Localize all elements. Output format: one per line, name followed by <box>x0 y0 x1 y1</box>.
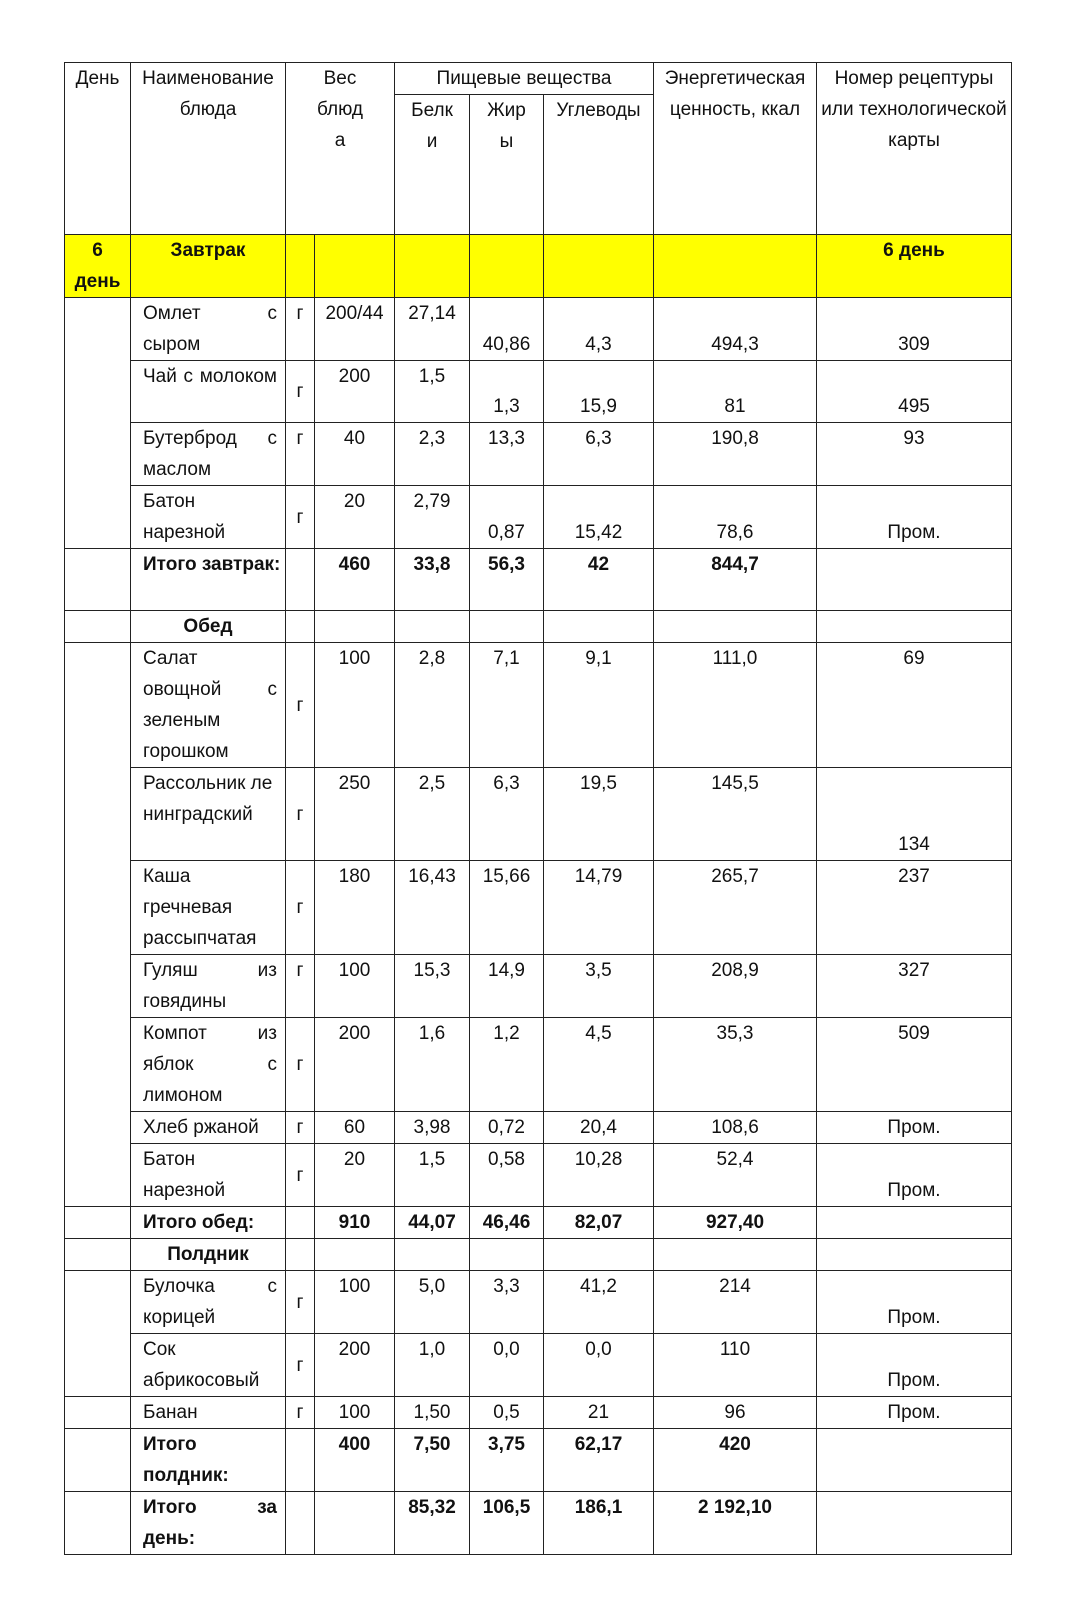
carbs: 6,3 <box>544 423 654 486</box>
snack-title: Полдник <box>131 1239 286 1271</box>
protein: 1,6 <box>395 1018 470 1112</box>
recipe: Пром. <box>817 486 1012 549</box>
kcal: 111,0 <box>654 643 817 768</box>
lunch-title-row <box>65 611 1012 643</box>
carbs: 20,4 <box>544 1112 654 1144</box>
kcal: 214 <box>654 1271 817 1334</box>
total-carbs: 82,07 <box>544 1207 654 1239</box>
kcal: 208,9 <box>654 955 817 1018</box>
protein: 27,14 <box>395 298 470 361</box>
recipe: 327 <box>817 955 1012 1018</box>
weight: 20 <box>315 486 395 549</box>
protein: 2,79 <box>395 486 470 549</box>
carbs: 15,42 <box>544 486 654 549</box>
total-fat: 56,3 <box>470 549 544 611</box>
total-fat: 46,46 <box>470 1207 544 1239</box>
dish-name: Омлет с сыром <box>131 298 286 361</box>
weight: 200 <box>315 1018 395 1112</box>
table-row <box>65 361 1012 423</box>
weight: 100 <box>315 1397 395 1429</box>
table-row <box>65 861 1012 955</box>
dish-name: Салат овощной с зеленым горошком <box>131 643 286 768</box>
dish-name: Компот из яблок с лимоном <box>131 1018 286 1112</box>
fat: 3,3 <box>470 1271 544 1334</box>
total-weight: 400 <box>315 1429 395 1492</box>
protein: 1,0 <box>395 1334 470 1397</box>
recipe: Пром. <box>817 1397 1012 1429</box>
fat: 13,3 <box>470 423 544 486</box>
unit: г <box>286 423 315 486</box>
table-row <box>65 768 1012 861</box>
recipe: 69 <box>817 643 1012 768</box>
dish-name: Гуляш из говядины <box>131 955 286 1018</box>
carbs: 4,5 <box>544 1018 654 1112</box>
header-weight: Вес блюда <box>286 63 395 235</box>
recipe: 509 <box>817 1018 1012 1112</box>
table-row <box>65 486 1012 549</box>
total-protein: 44,07 <box>395 1207 470 1239</box>
snack-title-row <box>65 1239 1012 1271</box>
unit: г <box>286 486 315 549</box>
kcal: 145,5 <box>654 768 817 861</box>
recipe: 93 <box>817 423 1012 486</box>
total-protein: 33,8 <box>395 549 470 611</box>
day-total-row <box>65 1492 1012 1555</box>
protein: 2,3 <box>395 423 470 486</box>
unit: г <box>286 1397 315 1429</box>
fat: 0,87 <box>470 486 544 549</box>
day-recipe-label: 6 день <box>817 235 1012 298</box>
recipe: Пром. <box>817 1112 1012 1144</box>
unit: г <box>286 1112 315 1144</box>
fat: 7,1 <box>470 643 544 768</box>
fat: 40,86 <box>470 298 544 361</box>
total-label: Итого обед: <box>131 1207 286 1239</box>
table-row <box>65 1334 1012 1397</box>
weight: 200 <box>315 361 395 423</box>
lunch-title: Обед <box>131 611 286 643</box>
recipe: Пром. <box>817 1144 1012 1207</box>
header-dish-name: Наименование блюда <box>131 63 286 235</box>
table-row <box>65 298 1012 361</box>
carbs: 4,3 <box>544 298 654 361</box>
protein: 1,5 <box>395 361 470 423</box>
table-row <box>65 643 1012 768</box>
menu-table <box>64 62 1012 1555</box>
kcal: 265,7 <box>654 861 817 955</box>
carbs: 0,0 <box>544 1334 654 1397</box>
snack-total-row <box>65 1429 1012 1492</box>
weight: 100 <box>315 643 395 768</box>
weight: 200 <box>315 1334 395 1397</box>
weight: 250 <box>315 768 395 861</box>
weight: 200/44 <box>315 298 395 361</box>
protein: 1,50 <box>395 1397 470 1429</box>
kcal: 108,6 <box>654 1112 817 1144</box>
total-fat: 3,75 <box>470 1429 544 1492</box>
fat: 1,2 <box>470 1018 544 1112</box>
protein: 2,5 <box>395 768 470 861</box>
total-kcal: 420 <box>654 1429 817 1492</box>
recipe: 309 <box>817 298 1012 361</box>
fat: 0,0 <box>470 1334 544 1397</box>
protein: 2,8 <box>395 643 470 768</box>
header-energy: Энергетическая ценность, ккал <box>654 63 817 235</box>
unit: г <box>286 298 315 361</box>
total-carbs: 62,17 <box>544 1429 654 1492</box>
breakfast-title: Завтрак <box>131 235 286 298</box>
header-recipe: Номер рецептуры или технологической карты <box>817 63 1012 235</box>
day-heading-row <box>65 235 1012 298</box>
day-total-fat: 106,5 <box>470 1492 544 1555</box>
unit: г <box>286 1144 315 1207</box>
carbs: 3,5 <box>544 955 654 1018</box>
dish-name: Батон нарезной <box>131 1144 286 1207</box>
total-weight: 460 <box>315 549 395 611</box>
weight: 60 <box>315 1112 395 1144</box>
dish-name: Хлеб ржаной <box>131 1112 286 1144</box>
protein: 16,43 <box>395 861 470 955</box>
unit: г <box>286 1018 315 1112</box>
dish-name: Банан <box>131 1397 286 1429</box>
kcal: 52,4 <box>654 1144 817 1207</box>
total-label: Итого завтрак: <box>131 549 286 611</box>
dish-name: Бутерброд с маслом <box>131 423 286 486</box>
header-day: День <box>65 63 131 235</box>
dish-name: Батон нарезной <box>131 486 286 549</box>
fat: 0,58 <box>470 1144 544 1207</box>
fat: 0,72 <box>470 1112 544 1144</box>
header-fat: Жиры <box>470 95 544 235</box>
recipe: 134 <box>817 768 1012 861</box>
header-protein: Белки <box>395 95 470 235</box>
unit: г <box>286 1334 315 1397</box>
day-total-kcal: 2 192,10 <box>654 1492 817 1555</box>
table-row <box>65 1144 1012 1207</box>
total-weight: 910 <box>315 1207 395 1239</box>
weight: 180 <box>315 861 395 955</box>
kcal: 190,8 <box>654 423 817 486</box>
table-row <box>65 423 1012 486</box>
table-row <box>65 955 1012 1018</box>
carbs: 10,28 <box>544 1144 654 1207</box>
carbs: 21 <box>544 1397 654 1429</box>
dish-name: Булочка с корицей <box>131 1271 286 1334</box>
day-total-label: Итого за день: <box>131 1492 286 1555</box>
total-kcal: 927,40 <box>654 1207 817 1239</box>
fat: 0,5 <box>470 1397 544 1429</box>
dish-name: Чай с молоком <box>131 361 286 423</box>
carbs: 14,79 <box>544 861 654 955</box>
unit: г <box>286 643 315 768</box>
table-row <box>65 1271 1012 1334</box>
unit: г <box>286 861 315 955</box>
table-row <box>65 1018 1012 1112</box>
fat: 6,3 <box>470 768 544 861</box>
kcal: 96 <box>654 1397 817 1429</box>
dish-name: Каша гречневая рассыпчатая <box>131 861 286 955</box>
recipe: 495 <box>817 361 1012 423</box>
unit: г <box>286 768 315 861</box>
header-carbs: Углеводы <box>544 95 654 235</box>
recipe: Пром. <box>817 1271 1012 1334</box>
day-total-carbs: 186,1 <box>544 1492 654 1555</box>
day-label: 6 день <box>65 235 131 298</box>
weight: 20 <box>315 1144 395 1207</box>
dish-name: Рассольник ленинградский <box>131 768 286 861</box>
kcal: 35,3 <box>654 1018 817 1112</box>
breakfast-total-row <box>65 549 1012 611</box>
carbs: 9,1 <box>544 643 654 768</box>
total-carbs: 42 <box>544 549 654 611</box>
day-total-protein: 85,32 <box>395 1492 470 1555</box>
fat: 14,9 <box>470 955 544 1018</box>
carbs: 41,2 <box>544 1271 654 1334</box>
carbs: 15,9 <box>544 361 654 423</box>
weight: 40 <box>315 423 395 486</box>
kcal: 78,6 <box>654 486 817 549</box>
lunch-total-row <box>65 1207 1012 1239</box>
recipe: Пром. <box>817 1334 1012 1397</box>
kcal: 494,3 <box>654 298 817 361</box>
dish-name: Сок абрикосовый <box>131 1334 286 1397</box>
protein: 5,0 <box>395 1271 470 1334</box>
protein: 3,98 <box>395 1112 470 1144</box>
fat: 15,66 <box>470 861 544 955</box>
unit: г <box>286 1271 315 1334</box>
weight: 100 <box>315 1271 395 1334</box>
header-nutrients: Пищевые вещества <box>395 63 654 95</box>
total-label: Итого полдник: <box>131 1429 286 1492</box>
weight: 100 <box>315 955 395 1018</box>
table-row <box>65 1112 1012 1144</box>
recipe: 237 <box>817 861 1012 955</box>
unit: г <box>286 955 315 1018</box>
protein: 1,5 <box>395 1144 470 1207</box>
unit: г <box>286 361 315 423</box>
table-row <box>65 1397 1012 1429</box>
fat: 1,3 <box>470 361 544 423</box>
total-protein: 7,50 <box>395 1429 470 1492</box>
kcal: 110 <box>654 1334 817 1397</box>
protein: 15,3 <box>395 955 470 1018</box>
total-kcal: 844,7 <box>654 549 817 611</box>
kcal: 81 <box>654 361 817 423</box>
carbs: 19,5 <box>544 768 654 861</box>
